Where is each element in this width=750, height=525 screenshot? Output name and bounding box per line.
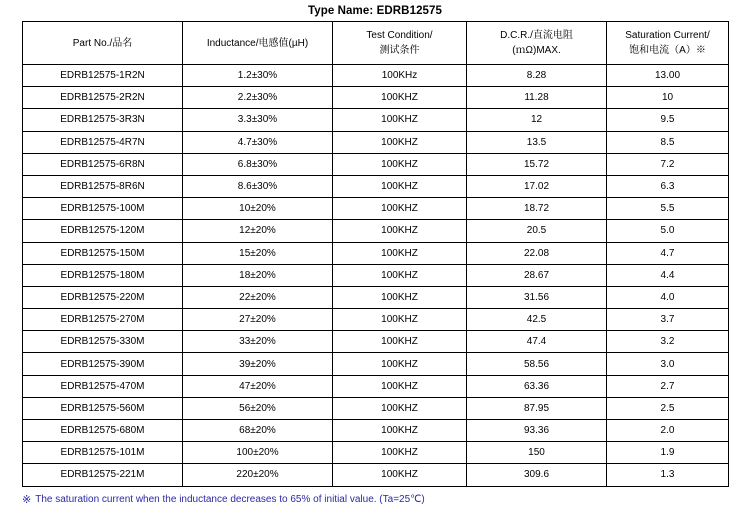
table-row: [23, 331, 729, 353]
cell-part-no: EDRB12575-100M: [23, 198, 183, 220]
table-row: [23, 198, 729, 220]
cell-test-condition: 100KHZ: [333, 375, 467, 397]
cell-test-condition: 100KHZ: [333, 331, 467, 353]
header-row: [23, 22, 729, 65]
cell-dcr: 58.56: [467, 353, 607, 375]
cell-saturation-current: 3.0: [607, 353, 729, 375]
cell-part-no: EDRB12575-8R6N: [23, 175, 183, 197]
table-row: [23, 264, 729, 286]
cell-saturation-current: 3.2: [607, 331, 729, 353]
cell-test-condition: 100KHZ: [333, 153, 467, 175]
cell-inductance: 27±20%: [183, 309, 333, 331]
header-line-1: Part No./品名: [72, 37, 133, 49]
cell-test-condition: 100KHz: [333, 65, 467, 87]
table-row: [23, 175, 729, 197]
cell-test-condition: 100KHZ: [333, 464, 467, 486]
header-line-2: 测试条件: [379, 45, 420, 56]
cell-dcr: 93.36: [467, 420, 607, 442]
cell-inductance: 8.6±30%: [183, 175, 333, 197]
cell-part-no: EDRB12575-101M: [23, 442, 183, 464]
cell-part-no: EDRB12575-180M: [23, 264, 183, 286]
cell-part-no: EDRB12575-220M: [23, 286, 183, 308]
cell-test-condition: 100KHZ: [333, 198, 467, 220]
cell-saturation-current: 5.0: [607, 220, 729, 242]
header-cell-test-condition: [333, 22, 467, 65]
table-body: [23, 65, 729, 487]
table-row: [23, 220, 729, 242]
table-header: [23, 22, 729, 65]
cell-test-condition: 100KHZ: [333, 309, 467, 331]
cell-saturation-current: 8.5: [607, 131, 729, 153]
cell-dcr: 42.5: [467, 309, 607, 331]
cell-saturation-current: 6.3: [607, 175, 729, 197]
cell-part-no: EDRB12575-120M: [23, 220, 183, 242]
cell-test-condition: 100KHZ: [333, 397, 467, 419]
cell-inductance: 220±20%: [183, 464, 333, 486]
cell-part-no: EDRB12575-6R8N: [23, 153, 183, 175]
cell-part-no: EDRB12575-221M: [23, 464, 183, 486]
cell-saturation-current: 2.0: [607, 420, 729, 442]
cell-inductance: 68±20%: [183, 420, 333, 442]
cell-test-condition: 100KHZ: [333, 131, 467, 153]
table-row: [23, 375, 729, 397]
cell-dcr: 150: [467, 442, 607, 464]
cell-dcr: 87.95: [467, 397, 607, 419]
footnote-text: The saturation current when the inductance decreases to 65% of initial value. (Ta=25℃): [35, 493, 425, 505]
cell-test-condition: 100KHZ: [333, 175, 467, 197]
cell-inductance: 1.2±30%: [183, 65, 333, 87]
cell-saturation-current: 9.5: [607, 109, 729, 131]
cell-saturation-current: 1.9: [607, 442, 729, 464]
table-row: [23, 131, 729, 153]
header-cell-saturation-current: [607, 22, 729, 65]
cell-inductance: 4.7±30%: [183, 131, 333, 153]
cell-saturation-current: 2.7: [607, 375, 729, 397]
header-cell-part-no: [23, 22, 183, 65]
cell-saturation-current: 7.2: [607, 153, 729, 175]
table-row: [23, 309, 729, 331]
cell-dcr: 13.5: [467, 131, 607, 153]
cell-saturation-current: 4.7: [607, 242, 729, 264]
cell-test-condition: 100KHZ: [333, 353, 467, 375]
cell-inductance: 18±20%: [183, 264, 333, 286]
cell-dcr: 8.28: [467, 65, 607, 87]
table-row: [23, 464, 729, 486]
cell-inductance: 10±20%: [183, 198, 333, 220]
cell-test-condition: 100KHZ: [333, 264, 467, 286]
cell-part-no: EDRB12575-390M: [23, 353, 183, 375]
header-line-1: Saturation Current/: [625, 30, 710, 41]
cell-part-no: EDRB12575-270M: [23, 309, 183, 331]
table-row: [23, 420, 729, 442]
asterisk-icon: ※: [22, 493, 32, 506]
cell-dcr: 63.36: [467, 375, 607, 397]
cell-test-condition: 100KHZ: [333, 286, 467, 308]
cell-part-no: EDRB12575-470M: [23, 375, 183, 397]
cell-saturation-current: 4.0: [607, 286, 729, 308]
cell-saturation-current: 1.3: [607, 464, 729, 486]
header-cell-inductance: [183, 22, 333, 65]
cell-test-condition: 100KHZ: [333, 109, 467, 131]
table-row: [23, 286, 729, 308]
header-cell-dcr: [467, 22, 607, 65]
cell-inductance: 33±20%: [183, 331, 333, 353]
cell-inductance: 12±20%: [183, 220, 333, 242]
cell-inductance: 39±20%: [183, 353, 333, 375]
table-row: [23, 87, 729, 109]
table-row: [23, 65, 729, 87]
cell-inductance: 47±20%: [183, 375, 333, 397]
cell-dcr: 28.67: [467, 264, 607, 286]
cell-inductance: 15±20%: [183, 242, 333, 264]
cell-dcr: 309.6: [467, 464, 607, 486]
table-row: [23, 109, 729, 131]
cell-part-no: EDRB12575-330M: [23, 331, 183, 353]
cell-part-no: EDRB12575-150M: [23, 242, 183, 264]
cell-saturation-current: 10: [607, 87, 729, 109]
cell-part-no: EDRB12575-560M: [23, 397, 183, 419]
cell-dcr: 15.72: [467, 153, 607, 175]
table-row: [23, 153, 729, 175]
cell-part-no: EDRB12575-3R3N: [23, 109, 183, 131]
cell-test-condition: 100KHZ: [333, 87, 467, 109]
cell-saturation-current: 4.4: [607, 264, 729, 286]
cell-inductance: 3.3±30%: [183, 109, 333, 131]
header-line-1: Test Condition/: [366, 30, 433, 41]
cell-part-no: EDRB12575-680M: [23, 420, 183, 442]
cell-inductance: 22±20%: [183, 286, 333, 308]
cell-dcr: 18.72: [467, 198, 607, 220]
cell-dcr: 20.5: [467, 220, 607, 242]
table-row: [23, 353, 729, 375]
cell-saturation-current: 3.7: [607, 309, 729, 331]
cell-test-condition: 100KHZ: [333, 420, 467, 442]
cell-test-condition: 100KHZ: [333, 242, 467, 264]
cell-inductance: 100±20%: [183, 442, 333, 464]
cell-dcr: 47.4: [467, 331, 607, 353]
cell-part-no: EDRB12575-1R2N: [23, 65, 183, 87]
header-line-2: 饱和电流（A）※: [629, 45, 706, 56]
header-line-1: D.C.R./直流电阻: [500, 30, 573, 41]
cell-saturation-current: 2.5: [607, 397, 729, 419]
cell-dcr: 31.56: [467, 286, 607, 308]
cell-saturation-current: 5.5: [607, 198, 729, 220]
header-line-1: Inductance/电感值(µH): [206, 37, 309, 49]
table-row: [23, 397, 729, 419]
cell-inductance: 56±20%: [183, 397, 333, 419]
cell-saturation-current: 13.00: [607, 65, 729, 87]
specification-table: [22, 21, 729, 487]
table-row: [23, 242, 729, 264]
cell-inductance: 6.8±30%: [183, 153, 333, 175]
cell-part-no: EDRB12575-4R7N: [23, 131, 183, 153]
cell-test-condition: 100KHZ: [333, 220, 467, 242]
cell-dcr: 12: [467, 109, 607, 131]
cell-test-condition: 100KHZ: [333, 442, 467, 464]
cell-dcr: 17.02: [467, 175, 607, 197]
cell-part-no: EDRB12575-2R2N: [23, 87, 183, 109]
cell-dcr: 11.28: [467, 87, 607, 109]
footnote: [22, 494, 728, 506]
cell-dcr: 22.08: [467, 242, 607, 264]
page-title: Type Name: EDRB12575: [307, 5, 443, 17]
table-row: [23, 442, 729, 464]
cell-inductance: 2.2±30%: [183, 87, 333, 109]
header-line-2: (ｍΩ)MAX.: [512, 45, 561, 56]
